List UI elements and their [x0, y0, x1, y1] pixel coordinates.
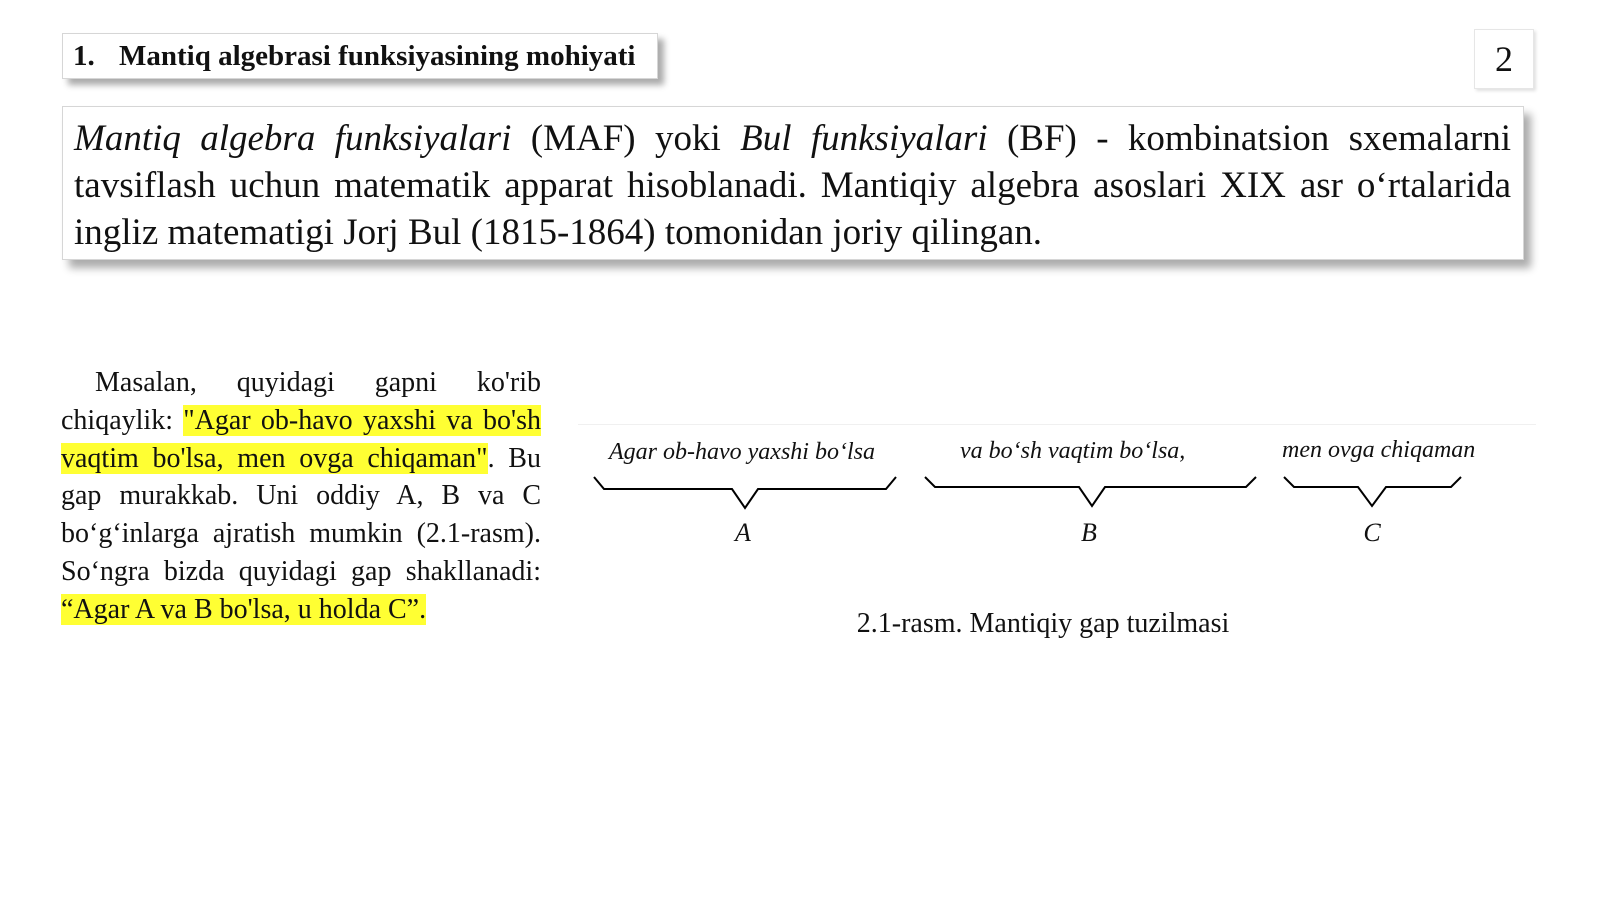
brace-c [1284, 477, 1461, 506]
title-number: 1. [73, 39, 95, 72]
example-paragraph [61, 364, 541, 629]
label-c: C [1363, 518, 1381, 547]
brace-b [925, 477, 1256, 506]
intro-definition-box [62, 106, 1524, 260]
slide-title [62, 33, 658, 79]
term-bf: Bul funksiyalari [740, 118, 988, 159]
brace-a [594, 477, 896, 508]
highlighted-sentence: "Agar ob-havo yaxshi va bo'sh vaqtim bo'lsa, men ovga chiqaman" [61, 404, 541, 474]
phrase-a: Agar ob-havo yaxshi boʻlsa [609, 439, 875, 465]
intro-abbr-maf: (MAF) yoki [511, 118, 741, 159]
title-text: Mantiq algebrasi funksiyasining mohiyati [119, 39, 636, 72]
figure-sentence-structure [578, 424, 1536, 675]
term-maf: Mantiq algebra funksiyalari [74, 118, 512, 159]
highlighted-formula: “Agar A va B bo'lsa, u holda C”. [61, 593, 427, 625]
phrase-b: va boʻsh vaqtim boʻlsa, [960, 438, 1186, 464]
example-part2: . Bu gap murakkab. Uni oddiy A, B va C boʻgʻinlarga ajratish mumkin (2.1-rasm). Soʻngra bizda quyidagi gap shakllanadi: [61, 442, 541, 587]
example-part1: Masalan, quyidagi gapni ko'rib chiqaylik: [61, 367, 541, 436]
label-a: A [735, 518, 751, 547]
figure-caption: 2.1-rasm. Mantiqiy gap tuzilmasi [856, 608, 1230, 639]
phrase-c: men ovga chiqaman [1282, 437, 1476, 463]
label-b: B [1081, 518, 1097, 547]
intro-rest: (BF) - kombinatsion sxemalarni tavsiflash uchun matematik apparat hisoblanadi. Mantiqiy algebra asoslari XIX asr oʻrtalarida ingliz matematigi Jorj Bul (1815-1864) tomonidan joriy qilingan. [74, 118, 1511, 253]
page-number: 2 [1474, 29, 1534, 89]
